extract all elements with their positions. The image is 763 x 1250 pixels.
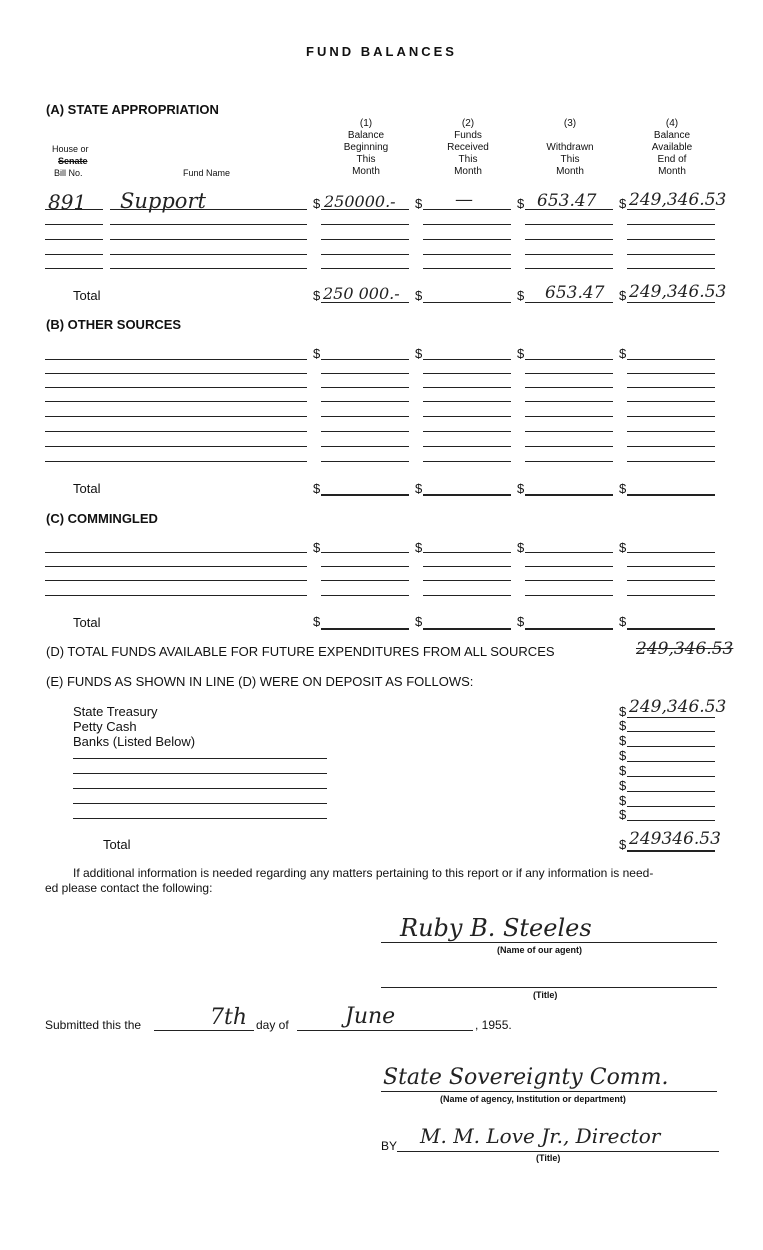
header-bill-3: Bill No. — [54, 168, 83, 178]
dollar-sign: $ — [313, 481, 321, 496]
section-b-heading: (B) OTHER SOURCES — [46, 317, 182, 332]
agent-name-caption: (Name of our agent) — [497, 945, 583, 955]
submitted-prefix: Submitted this the — [45, 1018, 142, 1032]
dollar-sign: $ — [517, 540, 525, 555]
dollar-sign: $ — [415, 614, 423, 629]
section-c-heading: (C) COMMINGLED — [46, 511, 158, 526]
page-title: FUND BALANCES — [306, 44, 457, 59]
header-col3: (3) Withdrawn This Month — [546, 118, 594, 177]
state-treasury-amount: 249,346.53 — [629, 697, 727, 717]
agent-title-caption: (Title) — [533, 990, 558, 1000]
bill-number: 891 — [48, 190, 87, 214]
submitted-month: June — [345, 1004, 396, 1029]
dollar-sign: $ — [415, 346, 423, 361]
section-a-heading: (A) STATE APPROPRIATION — [46, 102, 219, 117]
dollar-sign: $ — [619, 748, 627, 763]
dollar-sign: $ — [619, 614, 627, 629]
balance-beginning: 250000.- — [324, 192, 396, 211]
balance-end: 249,346.53 — [629, 190, 727, 210]
header-bill-2: Senate — [58, 156, 88, 166]
deposit-total-label: Total — [103, 837, 131, 852]
dollar-sign: $ — [415, 288, 423, 303]
day-of-label: day of — [256, 1018, 289, 1032]
funds-received: — — [455, 189, 473, 210]
dollar-sign: $ — [313, 540, 321, 555]
contact-text: If additional information is needed regarding any matters pertaining to this report or if any information is need- — [73, 866, 654, 880]
banks-label: Banks (Listed Below) — [73, 734, 196, 749]
dollar-sign: $ — [517, 614, 525, 629]
dollar-sign: $ — [619, 196, 627, 211]
header-col1: (1) Balance Beginning This Month — [343, 118, 389, 177]
signer-name: M. M. Love Jr., Director — [420, 1124, 661, 1148]
dollar-sign: $ — [619, 481, 627, 496]
total-withdrawn: 653.47 — [545, 283, 605, 303]
agency-name: State Sovereignty Comm. — [383, 1065, 669, 1090]
header-fund-name: Fund Name — [183, 168, 231, 178]
dollar-sign: $ — [313, 614, 321, 629]
petty-cash-label: Petty Cash — [73, 719, 137, 734]
dollar-sign: $ — [619, 346, 627, 361]
dollar-sign: $ — [415, 196, 423, 211]
dollar-sign: $ — [619, 778, 627, 793]
agent-signature: Ruby B. Steeles — [400, 914, 592, 942]
header-col2: (2) Funds Received This Month — [447, 118, 489, 177]
header-bill-1: House or — [52, 144, 89, 154]
dollar-sign: $ — [619, 704, 627, 719]
dollar-sign: $ — [619, 540, 627, 555]
dollar-sign: $ — [619, 763, 627, 778]
total-label: Total — [73, 481, 101, 496]
total-beginning: 250 000.- — [323, 284, 400, 303]
withdrawn: 653.47 — [537, 191, 597, 211]
total-label: Total — [73, 615, 101, 630]
dollar-sign: $ — [517, 288, 525, 303]
submitted-year: , 1955. — [475, 1018, 512, 1032]
header-col4: (4) Balance Available End of Month — [651, 118, 693, 177]
by-label: BY — [381, 1139, 398, 1153]
state-treasury-label: State Treasury — [73, 704, 158, 719]
dollar-sign: $ — [517, 196, 525, 211]
deposit-total-amount: 249346.53 — [629, 829, 721, 849]
dollar-sign: $ — [415, 540, 423, 555]
total-funds-available: 249,346.53 — [636, 639, 734, 659]
dollar-sign: $ — [619, 793, 627, 808]
signer-title-caption: (Title) — [536, 1153, 561, 1163]
section-e-heading: (E) FUNDS AS SHOWN IN LINE (D) WERE ON DEPOSIT AS FOLLOWS: — [46, 674, 474, 689]
total-end: 249,346.53 — [629, 282, 727, 302]
dollar-sign: $ — [313, 346, 321, 361]
dollar-sign: $ — [619, 837, 627, 852]
fund-name-value: Support — [120, 189, 206, 213]
dollar-sign: $ — [313, 288, 321, 303]
section-d-heading: (D) TOTAL FUNDS AVAILABLE FOR FUTURE EXPENDITURES FROM ALL SOURCES — [46, 644, 555, 659]
dollar-sign: $ — [517, 346, 525, 361]
contact-text-2: ed please contact the following: — [45, 881, 213, 895]
agency-caption: (Name of agency, Institution or department) — [440, 1094, 626, 1104]
dollar-sign: $ — [619, 733, 627, 748]
dollar-sign: $ — [313, 196, 321, 211]
dollar-sign: $ — [415, 481, 423, 496]
dollar-sign: $ — [517, 481, 525, 496]
total-label: Total — [73, 288, 101, 303]
dollar-sign: $ — [619, 718, 627, 733]
submitted-day: 7th — [210, 1005, 248, 1030]
dollar-sign: $ — [619, 807, 627, 822]
dollar-sign: $ — [619, 288, 627, 303]
